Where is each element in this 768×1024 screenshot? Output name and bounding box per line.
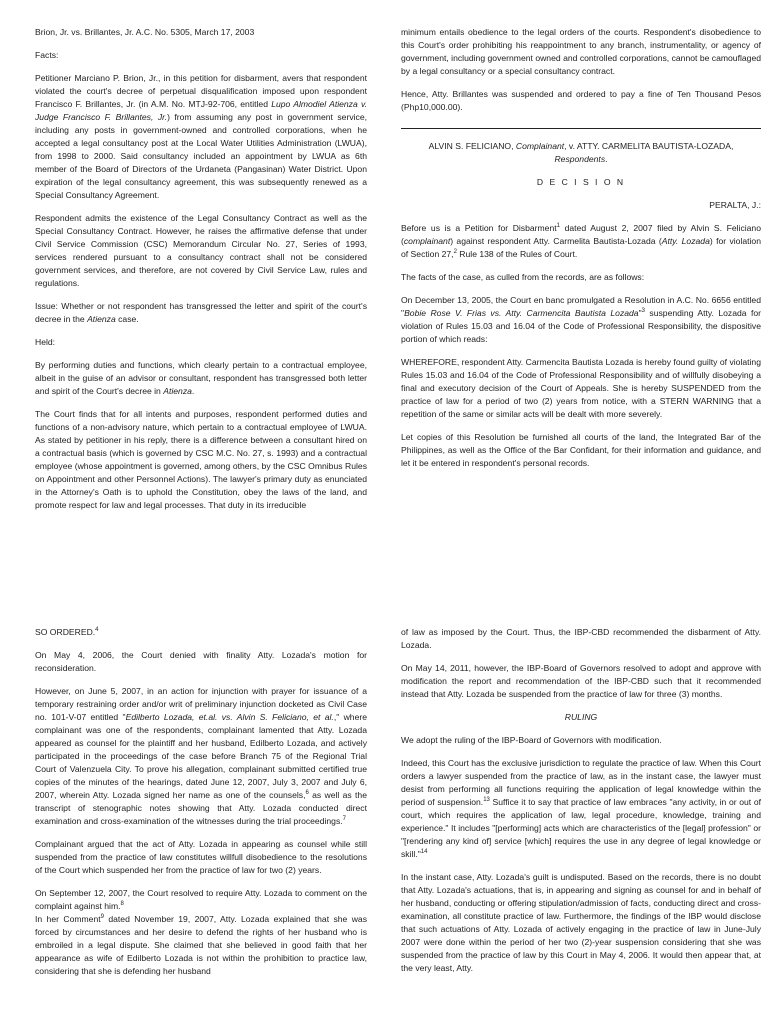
party-role: Complainant [515,141,565,151]
comment-order-paragraph [35,887,367,913]
text-span: Before us is a Petition for Disbarment [401,223,557,233]
ponente: PERALTA, J.: [709,200,761,210]
wherefore-paragraph: WHEREFORE, respondent Atty. Carmencita Bautista Lozada is hereby found guilty of violating Rules 15.03 and 16.04 of the Code of Professional Responsibility and of willfully disobeying a final and executory decision of the Court of Appeals. She is hereby SUSPENDED from the practice of law for a period of two (2) years from notice, with a STERN WARNING that a repetition of the same or similar acts will be dealt with more severely. [401,357,761,419]
party-role: Respondents [554,154,606,164]
comment-paragraph [35,913,367,978]
text-span: On September 12, 2007, the Court resolved to require Atty. Lozada to comment on the complaint against him. [35,888,367,911]
defense-paragraph: Respondent admits the existence of the Legal Consultancy Contract as well as the Special Consultancy Contract. However, he raises the affirmative defense that under Civil Service Commission (CSC) Memorandum Circular No. 27, Series of 1993, services rendered pursuant to a consultancy contract shall not be considered government services, and therefore, are not covered by Civil Service Law, rules and regulations. [35,213,367,288]
ruling-heading [401,711,761,724]
text-span: case. [115,314,139,324]
text-span: Indeed, this Court has the exclusive jurisdiction to regulate the practice of law. When this Court orders a lawyer suspended from the practice of law, as in the instant case, the lawyer must desist from performing all functions requiring the application of legal knowledge within the period of suspension. [401,758,761,807]
footnote-ref: 9 [100,914,104,921]
so-ordered [35,626,367,639]
text-span: ," where complainant was one of the respondents, complainant lamented that Atty. Lozada appeared as counsel for the plaintiff and her husband, Edilberto Lozada, and actively participated in the proceedings of the case before Branch 75 of the Regional Trial Court of Valenzuela City. To prove his allegation, complainant submitted certified true copies of the minutes of the hearings, dated June 12, 2007, July 3, 2007 and July 6, 2007, wherein Atty. Lozada signed her name as one of the counsels, [35,712,367,800]
guilt-paragraph: In the instant case, Atty. Lozada's guilt is undisputed. Based on the records, there is no doubt that Atty. Lozada's actuations, that is, in appearing and signing as counsel for and in behalf of her husband, conducting or offering stipulation/admission of facts, conducting direct and cross-examination, all constitute practice of law. Furthermore, the findings of the IBP would disclose that such actuations of Atty. Lozada of actively engaging in the practice of law in June-July 2007 were done within the period of her two (2)-year suspension considering that she was suspended from the practice of law by this Court in May 4, 2006. It would then appear that, at the very least, Atty. [401,872,761,973]
page2-left-column [35,626,367,1024]
text-span: . [191,386,195,396]
footnote-ref: 14 [420,849,428,856]
text-span: Petitioner Marciano P. Brion, Jr., in this petition for disbarment, avers that respondent violated the court's decree of perpetual disqualification imposed upon respondent Francisco F. Brillantes, Jr. (in A.M. No. MTJ-92-706, entitled [35,73,367,109]
text-span: " [638,308,642,318]
footnote-ref: 4 [95,627,99,634]
text-span: In her Comment [35,914,101,924]
facts-heading: Facts: [35,50,59,60]
penalty-paragraph: Hence, Atty. Brillantes was suspended and ordered to pay a fine of Ten Thousand Pesos (Php10,000.00). [401,89,761,112]
continuation-paragraph: minimum entails obedience to the legal orders of the courts. Respondent's disobedience to this Court's order prohibiting his reappointment to any branch, instrumentality, or agency of government, including government owned and controlled corporations, cannot be camouflaged by a legal consultancy or a special consultancy contract. [401,27,761,76]
footnote-ref: 3 [641,308,645,315]
text-span: dated November 19, 2007, Atty. Lozada explained that she was forced by circumstances and her desire to defend the rights of her husband who is embroiled in a legal dispute. She claimed that she believed in good faith that her appearance as wife of Edilberto Lozada is not within the prohibition to practice law, considering that she is defending her husband [35,914,367,976]
page1-right-column [401,26,761,606]
text-span: suspending Atty. Lozada for violation of Rules 15.03 and 16.04 of the Code of Professional Responsibility, the dispositive portion of which reads: [401,308,761,344]
page2-right-column [401,626,761,1024]
petition-paragraph [401,222,761,261]
case-title: Bobie Rose V. Frias vs. Atty. Carmencita Bautista Lozada [404,308,639,318]
injunction-paragraph [35,685,367,828]
case-title: Lupo Almodiel Atienza v. Judge Francisco F. Brillantes, Jr. [35,99,367,122]
held-heading: Held: [35,337,56,347]
court-findings-paragraph: The Court finds that for all intents and purposes, respondent performed duties and functions of a non-advisory nature, which pertain to a contractual employee of LWUA. As stated by petitioner in his reply, there is a difference between a consultant hired on a contractual basis (which is governed by CSC M.C. No. 27, s. 1993) and a contractual employee (whose appointment is governed, among others, by the CSC Omnibus Rules on Appointment and other Personnel Actions). The lawyer's primary duty as enunciated in the Attorney's Oath is to uphold the Constitution, obey the laws of the land, and promote respect for law and legal processes. That duty in its irreducible [35,409,367,510]
case-name: Atienza [163,386,192,396]
text-span: , v. ATTY. CARMELITA BAUTISTA-LOZADA, [564,141,734,151]
section-divider [401,128,761,129]
text-span: On December 13, 2005, the Court en banc promulgated a Resolution in A.C. No. 6656 entitled " [401,295,761,318]
text-span: ) from assuming any post in government service, including any posts in government-owned and controlled corporations, when he accepted a legal consultancy post at the Local Water Utilities Administration (LWUA), from 1998 to 2000. Said consultancy included an appointment by LWUA as 6th member of the Board of Directors of the Urdaneta (Pangasinan) Water District. Upon expiration of the legal consultancy agreement, this was subsequently renewed as a Special Consultancy Agreement. [35,112,367,200]
footnote-ref: 6 [305,790,309,797]
text-span: dated August 2, 2007 filed by Alvin S. Feliciano ( [401,223,761,246]
ibp-board-paragraph: On May 14, 2011, however, the IBP-Board of Governors resolved to adopt and approve with modification the report and recommendation of the IBP-CBD such that it recommended instead that Atty. Lozada be suspended from the practice of law for three (3) months. [401,663,761,699]
text-span: By performing duties and functions, which clearly pertain to a contractual employee, albeit in the guise of an advisor or consultant, respondent has transgressed both letter and spirit of the Court's decree in [35,360,367,396]
case-name: Atienza [87,314,116,324]
party-alias: Atty. Lozada [661,236,710,246]
text-span: Rule 138 of the Rules of Court. [456,249,578,259]
text-span: ) for violation of Section 27, [401,236,761,259]
argument-paragraph: Complainant argued that the act of Atty. Lozada in appearing as counsel while still suspended from the practice of law constitutes willfull disobedience to the resolutions of the Court which suspended her from the practice of law for two (2) years. [35,839,367,875]
decision-heading: D E C I S I O N [536,177,626,187]
ibp-recommendation: of law as imposed by the Court. Thus, the IBP-CBD recommended the disbarment of Atty. Lozada. [401,627,761,650]
jurisdiction-paragraph [401,757,761,861]
text-span: Suffice it to say that practice of law embraces "any activity, in or out of court, which requires the application of law, legal procedure, knowledge, training and experience." It includes "[performing] acts which are characteristics of the [legal] profession" or "[rendering any kind of] service [which] requires the use in any degree of legal knowledge or skill." [401,797,761,859]
held-paragraph [35,359,367,398]
ruling-text: RULING [564,712,598,722]
footnote-ref: 1 [556,223,560,230]
facts-paragraph [35,72,367,202]
issue-paragraph [35,300,367,326]
text-span: as well as the transcript of stenographic notes showing that Atty. Lozada conducted direct examination and cross-examination of the witnesses during the trial proceedings. [35,790,367,826]
footnote-ref: 7 [342,816,346,823]
denial-paragraph: On May 4, 2006, the Court denied with finality Atty. Lozada's motion for reconsideration. [35,650,367,673]
copies-paragraph: Let copies of this Resolution be furnished all courts of the land, the Integrated Bar of the Philippines, as well as the Office of the Bar Confidant, for their information and guidance, and let it be entered in respondent's personal records. [401,432,761,468]
page1-left-column [35,26,367,606]
text-span: ) against respondent Atty. Carmelita Bautista-Lozada ( [450,236,662,246]
text-span: . [605,154,608,164]
footnote-ref: 13 [483,797,490,804]
facts-intro: The facts of the case, as culled from the records, are as follows: [401,272,645,282]
case-caption [401,140,761,166]
adopt-paragraph: We adopt the ruling of the IBP-Board of Governors with modification. [401,735,662,745]
party-role: complainant [403,236,451,246]
footnote-ref: 8 [120,901,124,908]
text-span: ALVIN S. FELICIANO, [428,141,516,151]
footnote-ref: 2 [453,249,457,256]
case-title: Edilberto Lozada, et.al. vs. Alvin S. Feliciano, et al. [125,712,334,722]
resolution-paragraph [401,294,761,346]
text-span: Issue: Whether or not respondent has transgressed the letter and spirit of the court's decree in the [35,301,367,324]
case-citation: Brion, Jr. vs. Brillantes, Jr. A.C. No. 5305, March 17, 2003 [35,27,255,37]
text-span: However, on June 5, 2007, in an action for injunction with prayer for issuance of a temporary restraining order and/or writ of preliminary injunction docketed as Civil Case no. 101-V-07 entitled " [35,686,367,722]
text-span: SO ORDERED. [35,627,96,637]
